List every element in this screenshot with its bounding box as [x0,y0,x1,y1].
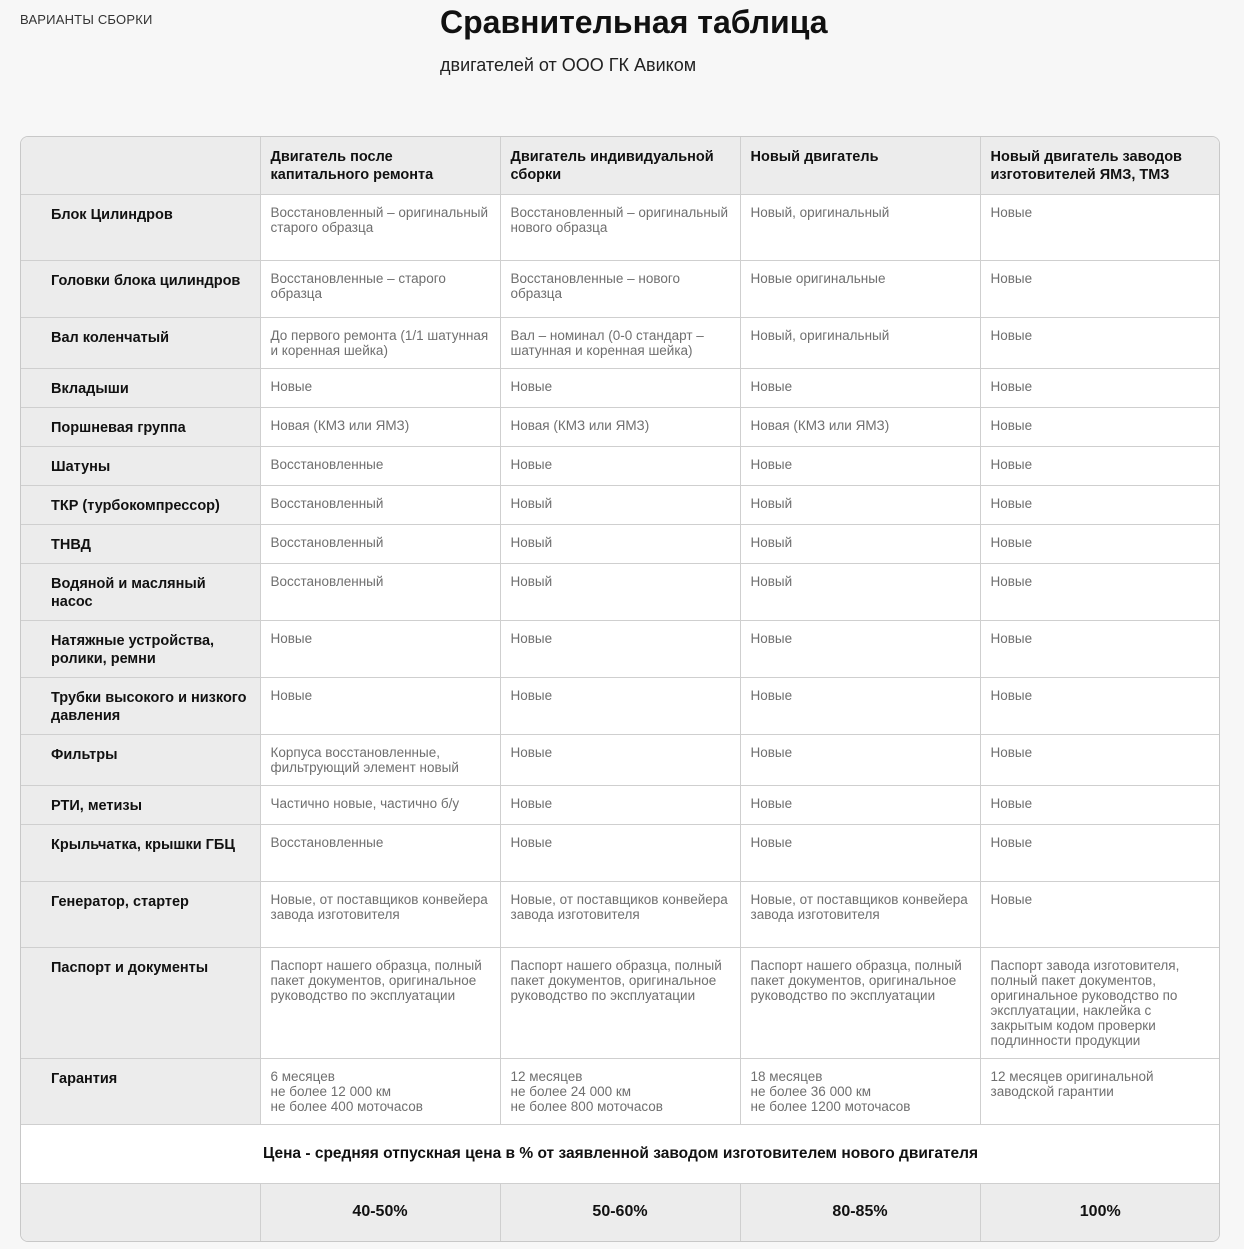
table-row [21,881,1220,947]
table-row [21,677,1220,734]
cell-text: Новые [990,687,1033,703]
page-subtitle: двигателей от ООО ГК Авиком [440,55,697,75]
cell-text: 18 месяцев не более 36 000 км не более 1200 моточасов [750,1068,911,1114]
table-cell [740,368,980,407]
table-cell [740,260,980,317]
table-cell [500,194,740,260]
row-label: Генератор, стартер [21,881,260,947]
table-cell [980,563,1220,620]
table-cell [980,446,1220,485]
table-cell [500,824,740,881]
table-cell [500,620,740,677]
table-cell [500,677,740,734]
table-cell [980,194,1220,260]
table-cell [740,1058,980,1124]
table-cell [260,677,500,734]
table-row [21,734,1220,785]
table-cell [260,260,500,317]
row-label: Трубки высокого и низкого давления [21,677,260,734]
header-corner [21,137,260,194]
table-cell [740,485,980,524]
comparison-table-container [20,136,1220,1242]
cell-text: Новые [990,795,1033,811]
cell-text: Новые [990,378,1033,394]
table-cell [260,446,500,485]
table-cell [500,485,740,524]
table-cell [260,947,500,1058]
cell-text: Новые [990,834,1033,850]
cell-text: Новый [750,495,793,511]
table-cell [260,881,500,947]
cell-text: Восстановленный [270,573,384,589]
cell-text: Восстановленные [270,456,384,472]
cell-text: Новые [990,495,1033,511]
cell-text: Новый [510,495,553,511]
table-cell [980,785,1220,824]
cell-text: До первого ремонта (1/1 шатунная и коренная шейка) [270,327,489,358]
price-new: 80-85% [740,1183,980,1241]
cell-text: Новые [270,378,313,394]
table-cell [740,446,980,485]
table-cell [980,485,1220,524]
table-cell [260,194,500,260]
table-cell [740,563,980,620]
cell-text: Новые [510,744,553,760]
price-overhauled: 40-50% [260,1183,500,1241]
table-cell [500,881,740,947]
row-label: Головки блока цилиндров [21,260,260,317]
row-label: Натяжные устройства, ролики, ремни [21,620,260,677]
cell-text: Новая (КМЗ или ЯМЗ) [750,417,890,433]
price-custom-build: 50-60% [500,1183,740,1241]
table-cell [260,824,500,881]
cell-text: Корпуса восстановленные, фильтрующий элемент новый [270,744,459,775]
cell-text: Новый [750,573,793,589]
cell-text: Новые [510,687,553,703]
table-cell [740,734,980,785]
cell-text: Новые, от поставщиков конвейера завода изготовителя [270,891,488,922]
cell-text: Восстановленный [270,495,384,511]
price-row-label [21,1183,260,1241]
table-row [21,824,1220,881]
cell-text: Новые [990,534,1033,550]
cell-text: Новый [750,534,793,550]
table-row [21,785,1220,824]
table-cell [740,785,980,824]
page-title: Сравнительная таблица [440,4,828,40]
table-cell [740,407,980,446]
cell-text: Новые [510,630,553,646]
cell-text: Новые [990,327,1033,343]
row-label: РТИ, метизы [21,785,260,824]
cell-text: Новые [750,456,793,472]
table-cell [500,407,740,446]
cell-text: Вал – номинал (0-0 стандарт – шатунная и коренная шейка) [510,327,704,358]
table-cell [740,824,980,881]
table-row [21,563,1220,620]
cell-text: Новый, оригинальный [750,327,890,343]
cell-text: Восстановленные – нового образца [510,270,681,301]
cell-text: 12 месяцев оригинальной заводской гарантии [990,1068,1154,1099]
table-cell [500,446,740,485]
table-cell [500,947,740,1058]
cell-text: Восстановленные – старого образца [270,270,446,301]
cell-text: Новые [510,456,553,472]
cell-text: Новые [990,891,1033,907]
table-cell [740,317,980,368]
table-cell [260,407,500,446]
table-row [21,947,1220,1058]
header-factory-new-engine: Новый двигатель заводов изготовителей ЯМЗ, ТМЗ [980,137,1220,194]
cell-text: Частично новые, частично б/у [270,795,460,811]
table-header-row [21,137,1220,194]
cell-text: Новые [750,744,793,760]
table-row [21,485,1220,524]
table-row [21,368,1220,407]
table-cell [980,620,1220,677]
row-label: ТКР (турбокомпрессор) [21,485,260,524]
table-cell [740,194,980,260]
table-cell [260,620,500,677]
table-cell [980,824,1220,881]
cell-text: Новые, от поставщиков конвейера завода изготовителя [750,891,968,922]
table-row [21,317,1220,368]
cell-text: Новые [510,378,553,394]
cell-text: Восстановленный – оригинальный нового образца [510,204,729,235]
table-cell [500,317,740,368]
row-label: Вал коленчатый [21,317,260,368]
table-cell [500,260,740,317]
table-row [21,407,1220,446]
cell-text: Новые [750,687,793,703]
table-cell [500,1058,740,1124]
table-cell [740,677,980,734]
header-overhauled-engine: Двигатель после капитального ремонта [260,137,500,194]
table-row [21,524,1220,563]
row-label: Вкладыши [21,368,260,407]
table-row [21,1058,1220,1124]
cell-text: Новый, оригинальный [750,204,890,220]
row-label: ТНВД [21,524,260,563]
cell-text: Новые [990,204,1033,220]
row-label: Водяной и масляный насос [21,563,260,620]
table-cell [980,734,1220,785]
cell-text: Новые [990,630,1033,646]
table-cell [980,524,1220,563]
row-label: Фильтры [21,734,260,785]
table-cell [980,368,1220,407]
cell-text: Новые [990,573,1033,589]
cell-text: Новая (КМЗ или ЯМЗ) [510,417,650,433]
table-cell [500,785,740,824]
table-cell [500,368,740,407]
table-cell [740,881,980,947]
cell-text: Новые оригинальные [750,270,886,286]
cell-text: Восстановленные [270,834,384,850]
cell-text: Восстановленный [270,534,384,550]
row-label: Гарантия [21,1058,260,1124]
cell-text: 12 месяцев не более 24 000 км не более 800 моточасов [510,1068,663,1114]
table-row [21,194,1220,260]
table-cell [260,485,500,524]
header-custom-build-engine: Двигатель индивидуальной сборки [500,137,740,194]
table-row [21,446,1220,485]
price-row [21,1183,1220,1241]
price-factory-new: 100% [980,1183,1220,1241]
table-cell [980,947,1220,1058]
table-cell [740,947,980,1058]
cell-text: Новые [990,270,1033,286]
table-cell [260,734,500,785]
cell-text: Новый [510,573,553,589]
cell-text: 6 месяцев не более 12 000 км не более 400 моточасов [270,1068,423,1114]
table-cell [740,620,980,677]
cell-text: Новые [990,456,1033,472]
table-cell [260,368,500,407]
cell-text: Новая (КМЗ или ЯМЗ) [270,417,410,433]
table-cell [980,260,1220,317]
section-label: ВАРИАНТЫ СБОРКИ [20,12,153,27]
table-cell [980,1058,1220,1124]
table-cell [500,563,740,620]
row-label: Блок Цилиндров [21,194,260,260]
cell-text: Новые [990,417,1033,433]
table-cell [260,317,500,368]
table-cell [500,524,740,563]
cell-text: Паспорт нашего образца, полный пакет документов, оригинальное руководство по эксплуатации [750,957,962,1003]
table-cell [500,734,740,785]
price-note-row [21,1124,1220,1183]
table-cell [260,563,500,620]
table-cell [980,677,1220,734]
table-cell [260,1058,500,1124]
cell-text: Новые [510,795,553,811]
price-note: Цена - средняя отпускная цена в % от заявленной заводом изготовителем нового двигателя [21,1124,1220,1183]
row-label: Паспорт и документы [21,947,260,1058]
cell-text: Новые [750,630,793,646]
header-new-engine: Новый двигатель [740,137,980,194]
cell-text: Паспорт завода изготовителя, полный пакет документов, оригинальное руководство по эксплуатации, наклейка с закрытым кодом проверки подлинности продукции [990,957,1180,1048]
row-label: Шатуны [21,446,260,485]
cell-text: Новый [510,534,553,550]
row-label: Крыльчатка, крышки ГБЦ [21,824,260,881]
cell-text: Паспорт нашего образца, полный пакет документов, оригинальное руководство по эксплуатации [270,957,482,1003]
cell-text: Новые, от поставщиков конвейера завода изготовителя [510,891,728,922]
cell-text: Новые [750,378,793,394]
cell-text: Новые [990,744,1033,760]
table-cell [740,524,980,563]
table-cell [980,407,1220,446]
table-cell [260,524,500,563]
cell-text: Новые [270,630,313,646]
cell-text: Новые [750,795,793,811]
table-cell [260,785,500,824]
table-cell [980,881,1220,947]
table-row [21,260,1220,317]
table-cell [980,317,1220,368]
row-label: Поршневая группа [21,407,260,446]
cell-text: Паспорт нашего образца, полный пакет документов, оригинальное руководство по эксплуатации [510,957,722,1003]
table-row [21,620,1220,677]
cell-text: Восстановленный – оригинальный старого образца [270,204,489,235]
cell-text: Новые [750,834,793,850]
cell-text: Новые [270,687,313,703]
comparison-table [21,137,1220,1241]
cell-text: Новые [510,834,553,850]
